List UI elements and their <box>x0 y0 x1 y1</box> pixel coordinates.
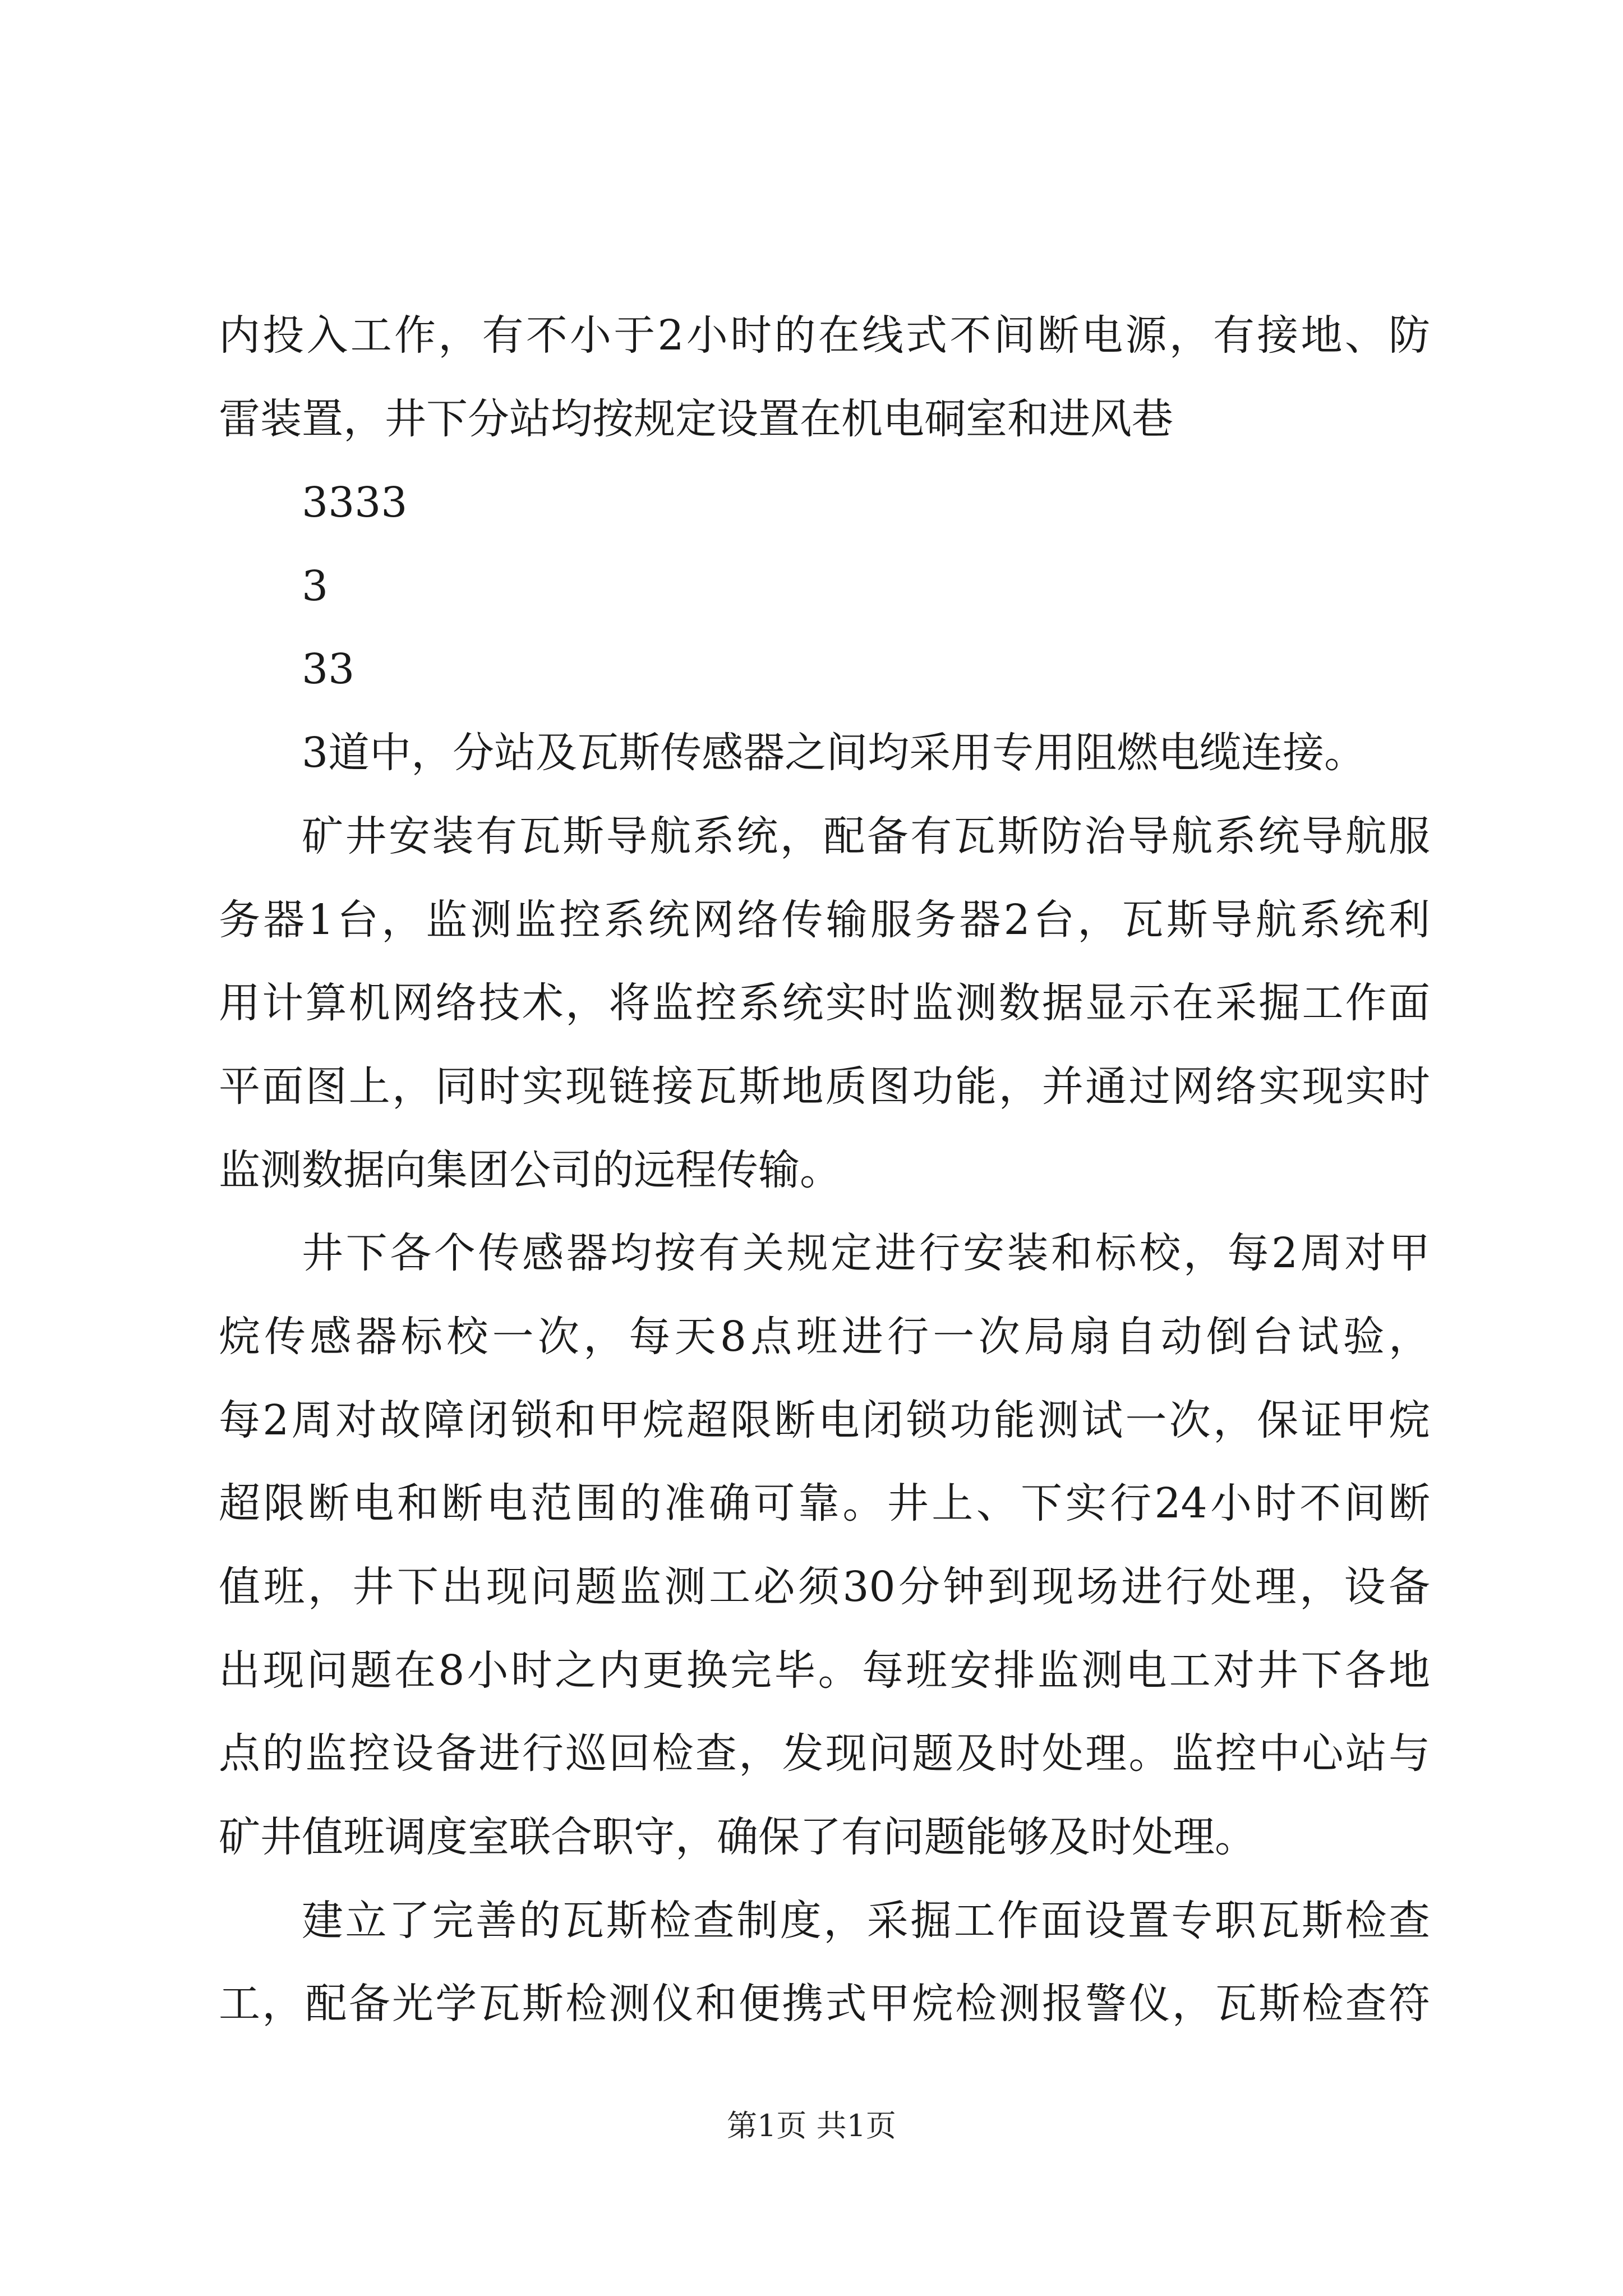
body-text-line: 值班，井下出现问题监测工必须30分钟到现场进行处理，设备 <box>219 1563 1430 1611</box>
body-text-line: 矿井安装有瓦斯导航系统，配备有瓦斯防治导航系统导航服 <box>302 812 1430 861</box>
body-text-line: 雷装置，井下分站均按规定设置在机电硐室和进风巷 <box>219 395 1173 443</box>
body-text-line: 每2周对故障闭锁和甲烷超限断电闭锁功能测试一次，保证甲烷 <box>219 1396 1430 1444</box>
body-text-line: 出现问题在8小时之内更换完毕。每班安排监测电工对井下各地 <box>219 1646 1430 1695</box>
body-text-line: 监测数据向集团公司的远程传输。 <box>219 1146 841 1194</box>
body-text-line: 平面图上，同时实现链接瓦斯地质图功能，并通过网络实现实时 <box>219 1062 1430 1111</box>
body-text-line: 用计算机网络技术，将监控系统实时监测数据显示在采掘工作面 <box>219 979 1430 1027</box>
body-text-line: 点的监控设备进行巡回检查，发现问题及时处理。监控中心站与 <box>219 1729 1430 1778</box>
body-text-line: 井下各个传感器均按有关规定进行安装和标校，每2周对甲 <box>302 1229 1430 1277</box>
body-text-line: 内投入工作，有不小于2小时的在线式不间断电源，有接地、防 <box>219 311 1430 360</box>
page-footer: 第1页 共1页 <box>727 2108 896 2143</box>
body-text-line: 工，配备光学瓦斯检测仪和便携式甲烷检测报警仪，瓦斯检查符 <box>219 1980 1430 2028</box>
body-text-line: 3道中，分站及瓦斯传感器之间均采用专用阻燃电缆连接。 <box>302 729 1366 777</box>
body-text-line: 务器1台，监测监控系统网络传输服务器2台，瓦斯导航系统利 <box>219 896 1430 944</box>
body-text-line: 超限断电和断电范围的准确可靠。井上、下实行24小时不间断 <box>219 1479 1430 1527</box>
body-text-line: 建立了完善的瓦斯检查制度，采掘工作面设置专职瓦斯检查 <box>302 1897 1430 1945</box>
body-text-line: 矿井值班调度室联合职守，确保了有问题能够及时处理。 <box>219 1813 1256 1861</box>
body-text-line: 3 <box>302 562 329 610</box>
body-text-line: 3333 <box>302 478 408 527</box>
body-text-line: 33 <box>302 645 355 693</box>
body-text-line: 烷传感器标校一次，每天8点班进行一次局扇自动倒台试验， <box>219 1313 1430 1361</box>
